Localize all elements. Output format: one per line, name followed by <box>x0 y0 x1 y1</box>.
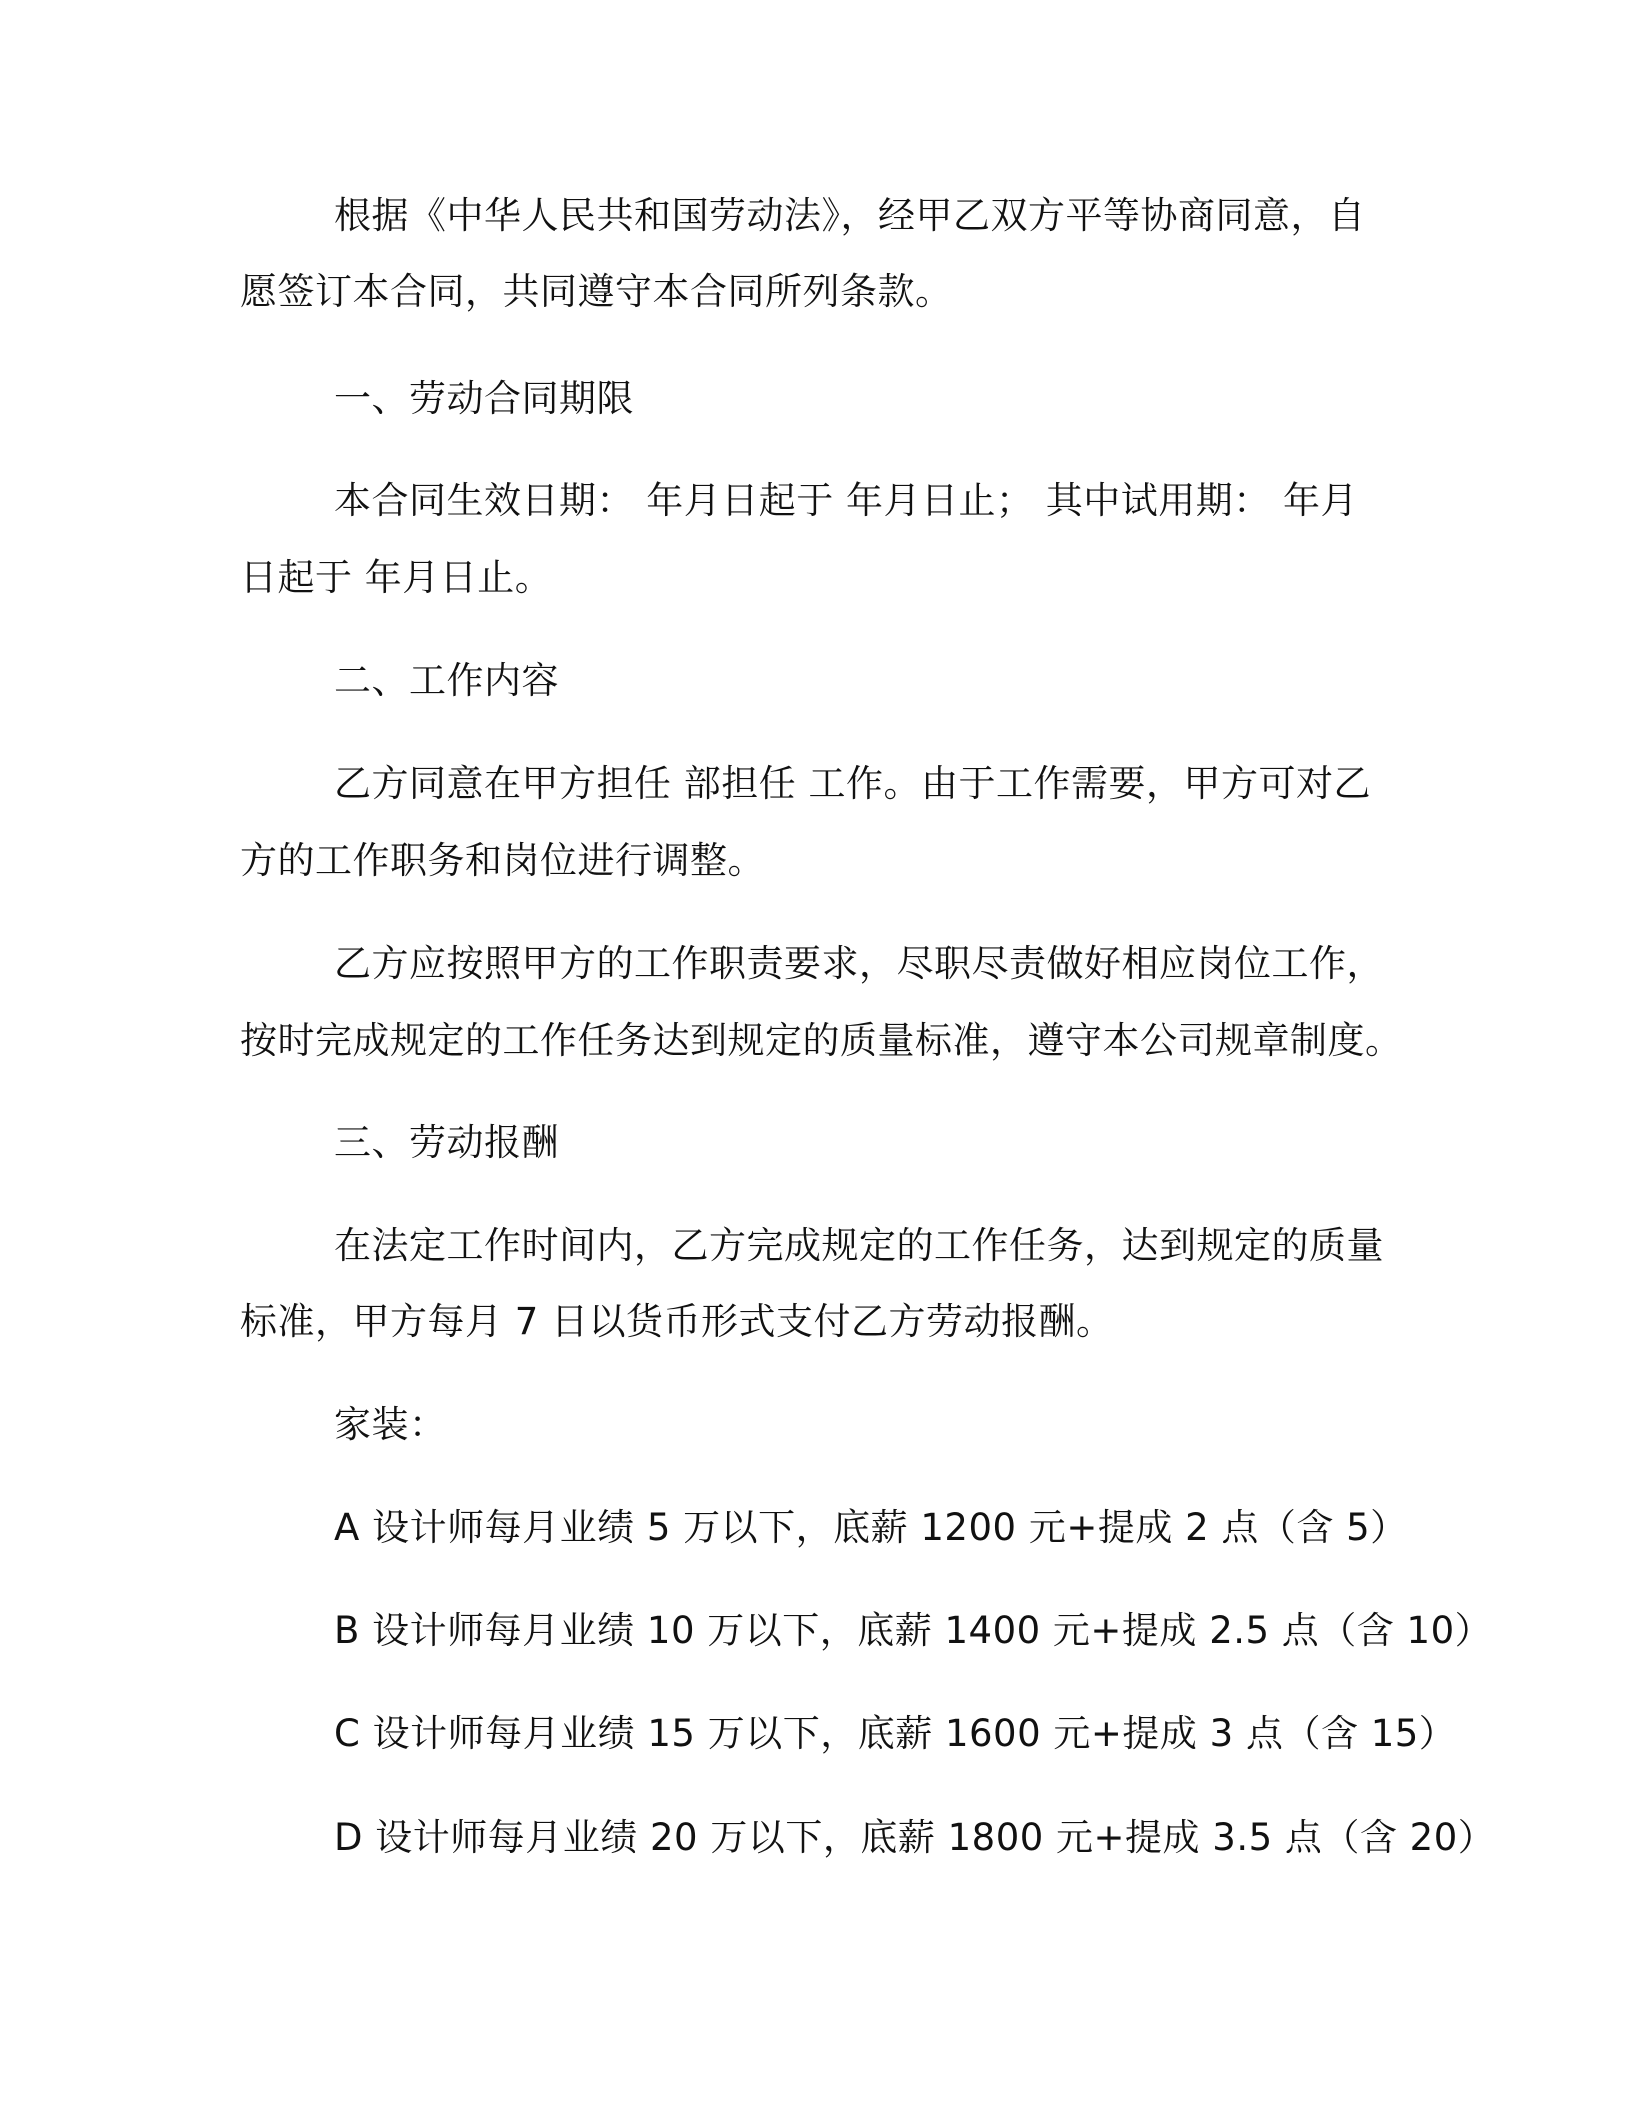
pay-item-d: D 设计师每月业绩 20 万以下，底薪 1800 元+提成 3.5 点（含 20） <box>334 1816 1496 1859</box>
work-p2-line-1: 乙方应按照甲方的工作职责要求，尽职尽责做好相应岗位工作， <box>334 942 1384 985</box>
pay-item-b: B 设计师每月业绩 10 万以下，底薪 1400 元+提成 2.5 点（含 10） <box>334 1609 1493 1652</box>
pay-item-c: C 设计师每月业绩 15 万以下，底薪 1600 元+提成 3 点（含 15） <box>334 1712 1457 1755</box>
term-line-1: 本合同生效日期： 年月日起于 年月日止； 其中试用期： 年月 <box>334 479 1359 522</box>
section-heading-term: 一、劳动合同期限 <box>334 377 634 420</box>
intro-line-2: 愿签订本合同，共同遵守本合同所列条款。 <box>240 270 953 313</box>
term-line-2: 日起于 年月日止。 <box>240 556 553 599</box>
section-heading-pay: 三、劳动报酬 <box>334 1121 559 1164</box>
pay-p1-line-1: 在法定工作时间内，乙方完成规定的工作任务，达到规定的质量 <box>334 1224 1384 1267</box>
intro-line-1: 根据《中华人民共和国劳动法》，经甲乙双方平等协商同意，自 <box>334 194 1366 237</box>
work-p1-line-1: 乙方同意在甲方担任 部担任 工作。由于工作需要，甲方可对乙 <box>334 762 1372 805</box>
pay-p1-line-2: 标准，甲方每月 7 日以货币形式支付乙方劳动报酬。 <box>240 1300 1114 1343</box>
pay-subheading: 家装： <box>334 1403 447 1446</box>
section-heading-work: 二、工作内容 <box>334 659 559 702</box>
work-p1-line-2: 方的工作职务和岗位进行调整。 <box>240 839 765 882</box>
pay-item-a: A 设计师每月业绩 5 万以下，底薪 1200 元+提成 2 点（含 5） <box>334 1506 1408 1549</box>
work-p2-line-2: 按时完成规定的工作任务达到规定的质量标准，遵守本公司规章制度。 <box>240 1019 1403 1062</box>
